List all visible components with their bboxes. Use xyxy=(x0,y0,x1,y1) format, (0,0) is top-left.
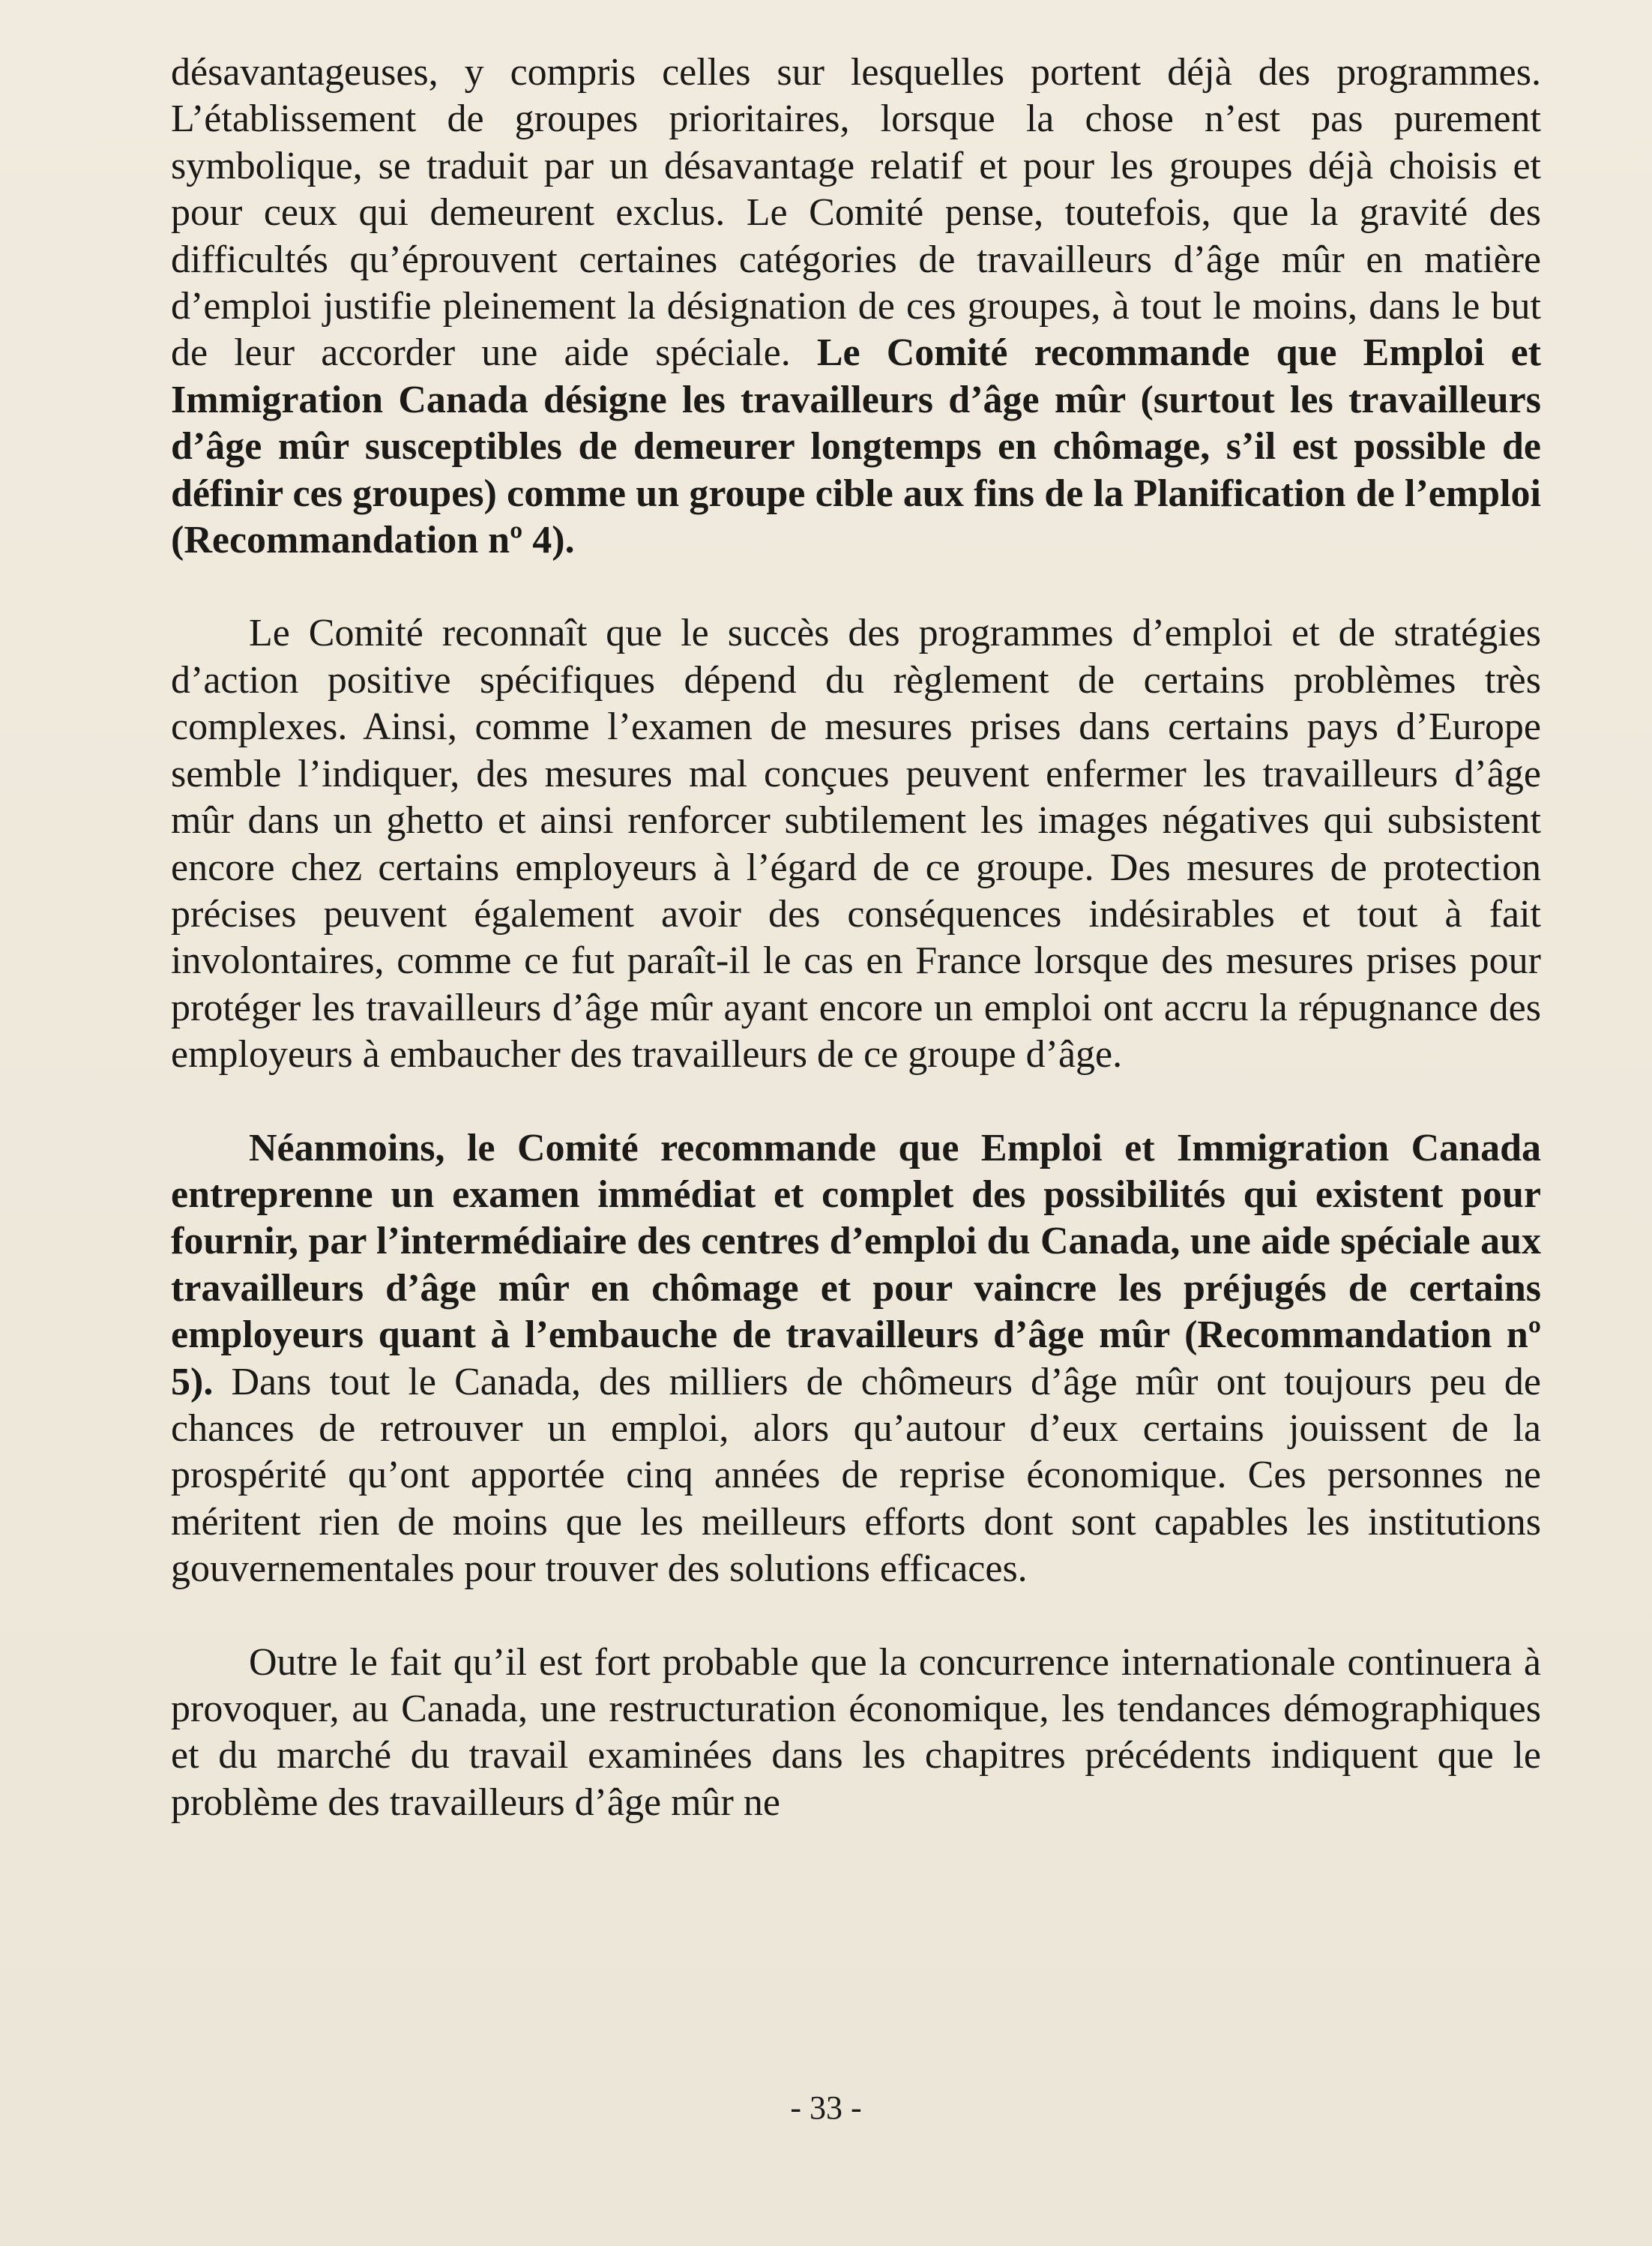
paragraph-1-text: désavantageuses, y compris celles sur lesquelles portent déjà des programmes. L’établissement de groupes prioritaires, lorsque la chose n’est pas purement symbolique, se traduit par un désavantage relatif et pour les groupes déjà choisis et pour ceux qui demeurent exclus. Le Comité pense, toutefois, que la gravité des difficultés qu’éprouvent certaines catégories de travailleurs d’âge mûr en matière d’emploi justifie pleinement la désignation de ces groupes, à tout le moins, dans le but de leur accorder une aide spéciale. xyxy=(171,51,1541,375)
paragraph-3-text: Dans tout le Canada, des milliers de chômeurs d’âge mûr ont toujours peu de chances de retrouver un emploi, alors qu’autour d’eux certains jouissent de la prospérité qu’ont apportée cinq années de reprise économique. Ces personnes ne méritent rien de moins que les meilleurs efforts dont sont capables les institutions gouvernementales pour trouver des solutions efficaces. xyxy=(171,1360,1541,1591)
recommendation-5: Néanmoins, le Comité recommande que Emploi et Immigration Canada entreprenne un examen immédiat et complet des possibilités qui existent pour fournir, par l’intermédiaire des centres d’emploi du Canada, une aide spéciale aux travailleurs d’âge mûr en chômage et pour vaincre les préjugés de certains employeurs quant à l’embauche de travailleurs d’âge mûr (Recommandation nº 5). xyxy=(171,1126,1541,1403)
paragraph-4 xyxy=(171,1640,1541,1827)
page-number: - 33 - xyxy=(790,2089,862,2126)
paragraph-3 xyxy=(171,1125,1541,1593)
body-text xyxy=(171,49,1541,1873)
paragraph-2-text: Le Comité reconnaît que le succès des programmes d’emploi et de stratégies d’action positive spécifiques dépend du règlement de certains problèmes très complexes. Ainsi, comme l’examen de mesures prises dans certains pays d’Europe semble l’indiquer, des mesures mal conçues peuvent enfermer les travailleurs d’âge mûr dans un ghetto et ainsi renforcer subtilement les images négatives qui subsistent encore chez certains employeurs à l’égard de ce groupe. Des mesures de protection précises peuvent également avoir des conséquences indésirables et tout à fait involontaires, comme ce fut paraît-il le cas en France lorsque des mesures prises pour protéger les travailleurs d’âge mûr ayant encore un emploi ont accru la répugnance des employeurs à embaucher des travailleurs de ce groupe d’âge. xyxy=(171,612,1541,1077)
paragraph-2 xyxy=(171,610,1541,1078)
recommendation-4: Le Comité recommande que Emploi et Immigration Canada désigne les travailleurs d’âge mûr (surtout les travailleurs d’âge mûr susceptibles de demeurer longtemps en chômage, s’il est possible de définir ces groupes) comme un groupe cible aux fins de la Planification de l’emploi (Recommandation nº 4). xyxy=(171,331,1541,562)
paragraph-1 xyxy=(171,49,1541,564)
paragraph-4-text: Outre le fait qu’il est fort probable que la concurrence internationale continuera à provoquer, au Canada, une restructuration économique, les tendances démographiques et du marché du travail examinées dans les chapitres précédents indiquent que le problème des travailleurs d’âge mûr ne xyxy=(171,1640,1541,1824)
